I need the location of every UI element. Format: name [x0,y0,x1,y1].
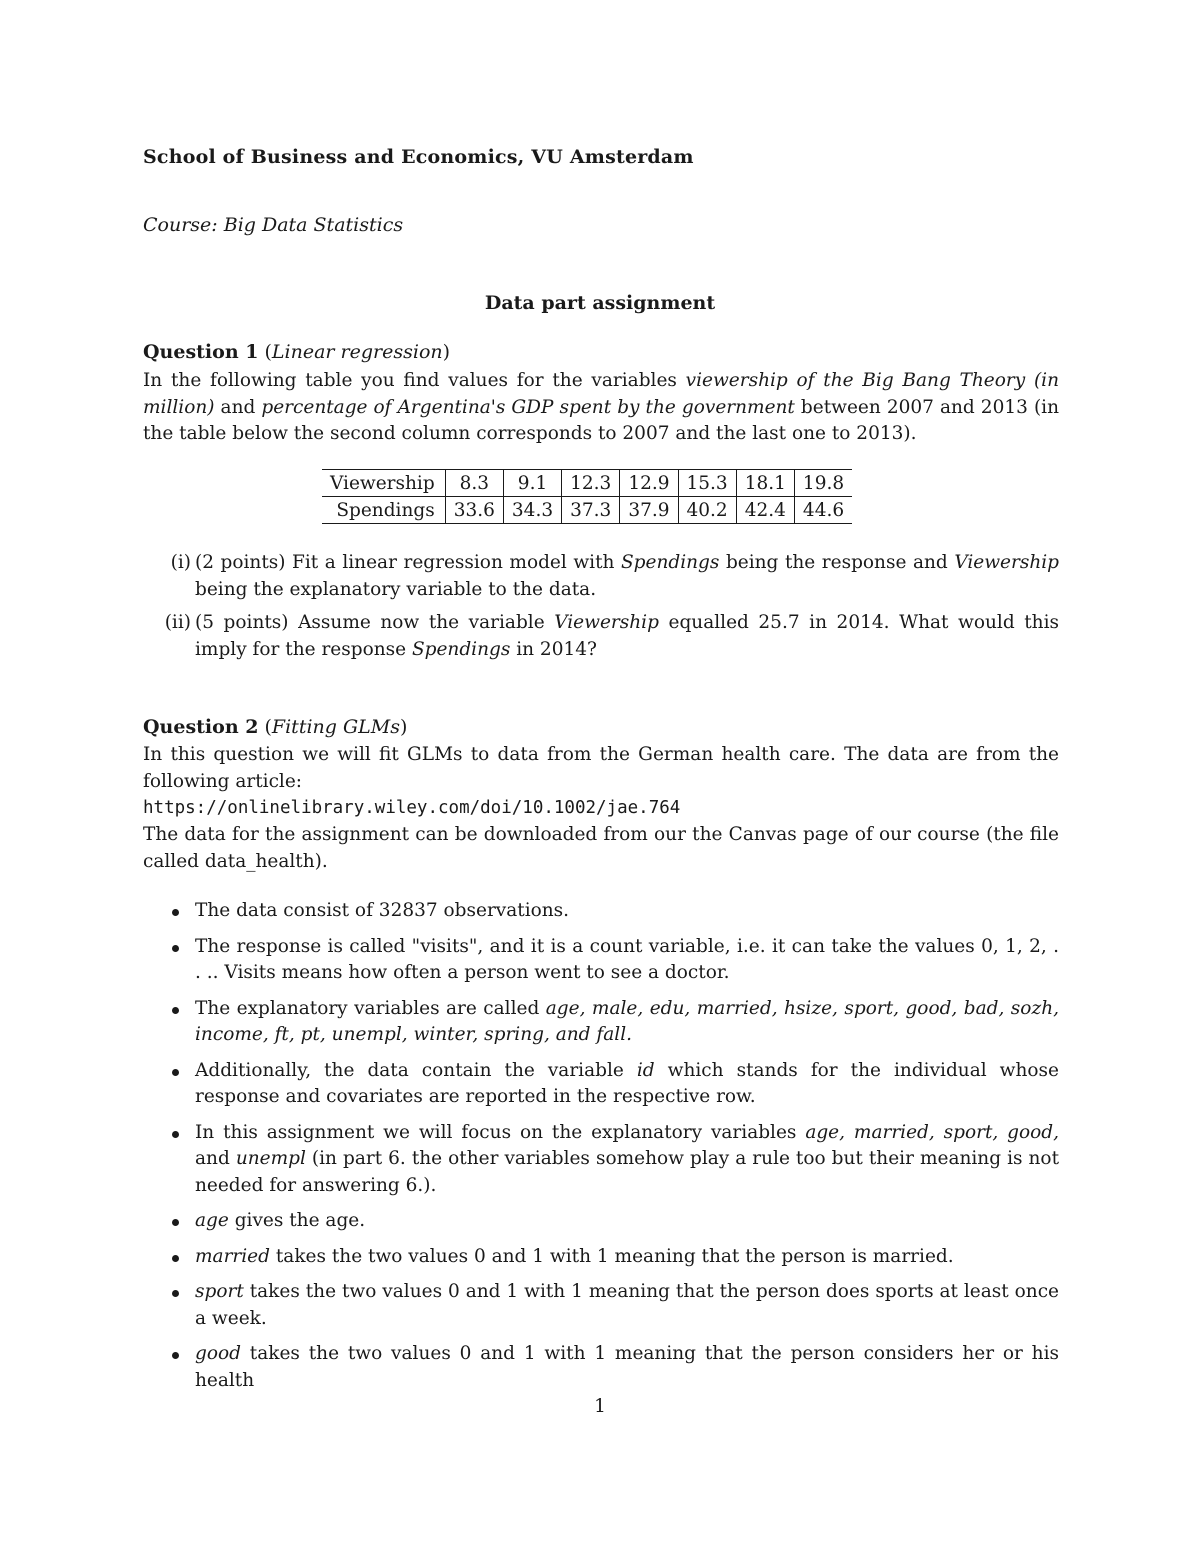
intro-text: between 2007 and 2013 (in the table below the second column corresponds to 2007 and the last one to 2013). [143,396,1059,444]
table-cell: 42.4 [736,497,794,524]
bullet-text: In this assignment we will focus on the explanatory variables [195,1121,806,1143]
list-item [143,996,1059,1049]
bullet-term: unempl [235,1148,306,1169]
item-text: being the response and [719,552,955,573]
item-term: Viewership [954,552,1060,573]
question-2-topic: Fitting GLMs [271,716,400,738]
table-cell: 44.6 [794,497,852,524]
bullet-term: id [636,1059,655,1081]
table-cell: 33.6 [445,497,503,524]
bullet-text: which stands for the individual whose response and covariates are reported in the respective row. [195,1059,1059,1107]
question-2-label: Question 2 [143,716,259,738]
bullet-text: The response is called "visits", and it is a count variable, i.e. it can take the values 0, 1, 2, . . .. Visits means how often a person went to see a doctor. [195,935,1059,983]
table-cell: 34.3 [503,497,561,524]
page-number: 1 [594,1396,606,1417]
table-row-spendings [322,497,852,524]
list-item [143,934,1059,987]
page-title: Data part assignment [484,292,716,314]
list-item [143,1208,1059,1235]
table-cell: 37.9 [620,497,678,524]
question-1-heading: Question 1 (Linear regression) [143,341,451,363]
question-1-parts [143,550,1059,670]
list-item [143,1341,1059,1394]
data-table [322,469,852,524]
bullet-icon [172,909,179,916]
table-cell: 37.3 [562,497,620,524]
data-description-list [143,898,1059,1403]
bullet-text: takes the two values 0 and 1 with 1 meaning that the person considers her or his health [195,1343,1059,1391]
table-cell: 12.3 [562,470,620,497]
question-1-topic: Linear regression [271,341,443,363]
list-item [143,550,1059,603]
table-cell: 12.9 [620,470,678,497]
question-1-label: Question 1 [143,341,259,363]
bullet-icon [172,1069,179,1076]
bullet-text: The data consist of 32837 observations. [195,900,570,921]
question-1-intro [143,368,1059,448]
intro-variable-spendings: percentage of Argentina's GDP spent by the government [261,396,795,418]
item-term: Spendings [621,552,720,573]
list-item [143,1120,1059,1200]
table-cell: 19.8 [794,470,852,497]
bullet-text: takes the two values 0 and 1 with 1 meaning that the person does sports at least once a week. [195,1281,1059,1329]
item-number: (i) [170,552,191,573]
item-term: Spendings [411,638,511,660]
bullet-icon [172,1255,179,1262]
table-cell: 9.1 [503,470,561,497]
list-item [143,1058,1059,1111]
bullet-icon [172,1219,179,1226]
list-item [143,898,1059,925]
item-text: equalled 25.7 in 2014. What would this imply for the response [195,612,1059,660]
table-row-viewership [322,470,852,497]
item-text: (5 points) Assume now the variable [195,612,555,633]
bullet-text: Additionally, the data contain the variable [195,1059,637,1081]
course-line: Course: Big Data Statistics [143,214,404,236]
item-term: Viewership [554,612,659,633]
question-2-intro: In this question we will fit GLMs to data from the German health care. The data are from the following article: [143,744,1059,792]
table-cell: 18.1 [736,470,794,497]
question-2-heading: Question 2 (Fitting GLMs) [143,716,408,738]
bullet-term: good [195,1343,241,1364]
table-row-label: Spendings [322,497,445,524]
intro-variable-viewership: viewership of the Big Bang Theory (in million) [143,370,1059,418]
bullet-term: age [195,1210,229,1231]
school-heading: School of Business and Economics, VU Amsterdam [143,146,694,168]
bullet-icon [172,1352,179,1359]
table-cell: 8.3 [445,470,503,497]
item-text: (2 points) Fit a linear regression model with [195,552,621,573]
table-row-label: Viewership [322,470,445,497]
intro-text: and [214,396,262,418]
bullet-icon [172,1290,179,1297]
table-cell: 15.3 [678,470,736,497]
bullet-text: (in part 6. the other variables somehow play a rule too but their meaning is not needed for answering 6.). [195,1148,1059,1196]
bullet-icon [172,1131,179,1138]
bullet-text: takes the two values 0 and 1 with 1 meaning that the person is married. [269,1245,954,1267]
bullet-icon [172,1007,179,1014]
list-item [143,610,1059,663]
bullet-text: and [195,1148,236,1169]
bullet-term: age, male, edu, married, hsize, sport, good, bad, sozh, income, ft, pt, unempl, winter, spring, and fall. [195,997,1059,1045]
item-number: (ii) [164,612,191,633]
bullet-term: age, married, sport, good, [805,1121,1059,1143]
bullet-text: The explanatory variables are called [195,997,546,1019]
list-item [143,1279,1059,1332]
bullet-text: gives the age. [228,1210,366,1231]
bullet-icon [172,945,179,952]
item-text: being the explanatory variable to the data. [195,578,597,600]
table-cell: 40.2 [678,497,736,524]
download-note: The data for the assignment can be downloaded from our the Canvas page of our course (the file called data_health). [143,824,1059,872]
intro-text: In the following table you find values for the variables [143,370,686,391]
list-item [143,1244,1059,1271]
item-text: in 2014? [510,638,597,660]
article-url: https://onlinelibrary.wiley.com/doi/10.1002/jae.764 [143,798,681,818]
bullet-term: sport [195,1281,244,1302]
bullet-term: married [195,1245,270,1267]
